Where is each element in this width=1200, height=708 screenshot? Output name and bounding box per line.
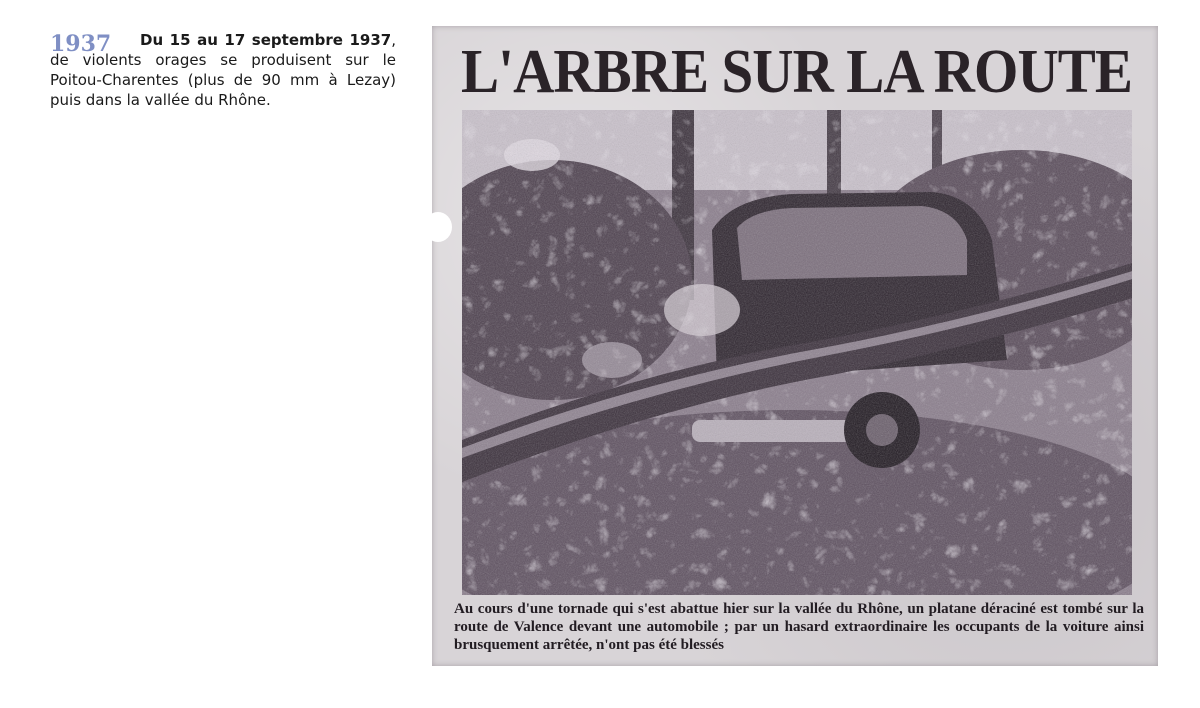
clipping-photo (462, 110, 1132, 595)
event-details: , de violents orages se produisent sur le Poitou-Charentes (plus de 90 mm à Lezay) puis dans la vallée du Rhône. (50, 31, 396, 109)
newspaper-clipping (432, 26, 1158, 666)
event-year: 1937 (50, 31, 112, 57)
fallen-tree-photo (462, 110, 1132, 595)
clipping-headline: L'ARBRE SUR LA ROUTE (461, 38, 1133, 106)
weather-event-entry (50, 30, 396, 110)
event-date-range: Du 15 au 17 septembre 1937 (140, 31, 392, 49)
punch-hole (424, 212, 452, 242)
clipping-caption: Au cours d'une tornade qui s'est abattue hier sur la vallée du Rhône, un platane déraciné est tombé sur la route de Valence devant une automobile ; par un hasard extraordinaire les occupants de la voiture ainsi brusquement arrêtée, n'ont pas été blessés (454, 601, 1144, 653)
